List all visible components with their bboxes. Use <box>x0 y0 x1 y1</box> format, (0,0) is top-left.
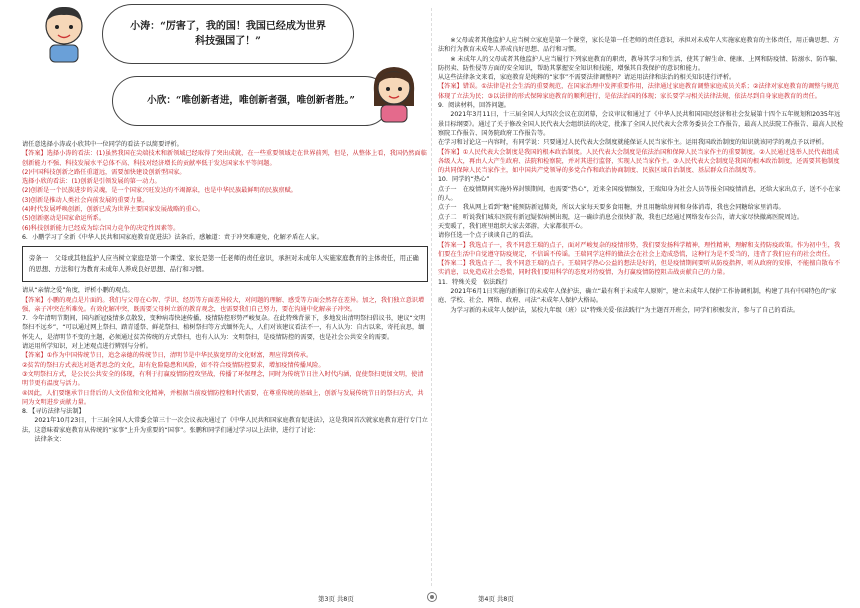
point-d: 天变暖了，我们班里组织大家去郊游，大家都很开心。 <box>438 222 587 230</box>
question-7-prompt: 请运用所学知识，对上述观点进行辨别与分析。 <box>22 343 152 351</box>
point-c: 点子二 听说我们城东医院有新冠疑似病例出现，这一确诊消息会很快扩散，我也已经通过网络发布公告，请大家尽快撤离医院周边。 <box>438 213 804 221</box>
answer-7: ②贫苦的祭扫方式表达对逝者思念的文化，却有危险隐患和风险，如不符合疫情防控要求，增加疫情传播风险。 <box>22 361 325 369</box>
answer-7: ④因此，人们要继承节日背后的人文价值和文化精神，并根据当前疫情防控和时代需要，在尊重传统的基础上，创新与发展传统节日的祭扫方式，共同为文明进步贡献力量。 <box>22 389 424 406</box>
answer-text: 【答案】错误。①法律是社会生活的重要规范，在国家治理中发挥重要作用，法律通过家庭教育调整家庭成员关系；②法律对家庭教育的调整与规范体现了立法为民；③以法律的形式保障家庭教育的顺利进行，是依法治国的体现；家长要学习相关法律法规，依法尽到自身家庭教育的责任。 <box>438 83 839 100</box>
question-10: 10．同学的“热心” <box>438 176 490 184</box>
speech-bubble-xiaoxin <box>112 76 390 126</box>
law-intro: ※父母或者其他监护人应当树立家庭是第一个课堂，家长是第一任老师的责任意识，承担对未成年人实施家庭教育的主体责任，用正确思想、方法和行为教育未成年人养成良好思想、品行和习惯。 <box>438 37 840 54</box>
law-article-box: 旁条一 父母或其他监护人应当树立家庭是第一个课堂、家长是第一任老师的责任意识，承担对未成年人实施家庭教育的主体责任，用正确的思想、方法和行为教育未成年人养成良好思想、品行和习惯。 <box>22 246 428 282</box>
question-6-prompt: 请从“亲情之爱”角度，评析小鹏的观点。 <box>22 287 134 295</box>
left-column <box>22 0 428 590</box>
question-7: 7．今年清明节期间，国内新冠疫情多点散发，变种病毒快速传播，疫情防控形势严峻复杂。在此特殊背景下，多地发出清明祭扫倡议书，建议“文明祭扫不远乡”，“可以通过网上祭扫、踏青遥祭、鲜花祭扫、植树祭扫等方式缅怀先人，人们对该建议看法不一，有人认为：自古以来，寄托哀思，缅怀先人，是清明节不变的主题，必须通过贫苦传统的方式祭扫，也有人认为：文明祭扫，是疫情防控的需要，也是社会公共安全的需要。 <box>22 315 426 341</box>
question-10-prompt: 请你任选一个点子谈谈自己的看法。 <box>438 232 537 240</box>
question-prompt: 从这些法律条文来看，家庭教育是纯粹的“家事”不需要法律调整吗？请运用法律和法治的相关知识进行评析。 <box>438 74 736 82</box>
bubble-line-2: 科技强国了！” <box>195 36 261 47</box>
question-prompt: 请任意选择小涛或小欣其中一位同学的看法予以简要评析。 <box>22 141 183 148</box>
question-6: 6．小鹏学习了全新《中华人民共和国家庭教育促进法》法条后，感触道：责于冲突难避免，化解矛盾在人家。 <box>22 233 323 241</box>
law-intro: ※ 未成年人的父母或者其他监护人应当履行下列家庭教育的职责，教导其学习和生活，使其了解生命、健康、上网和防疫情、防溺水、防诈骗、防拐卖、防性侵等方面的安全知识，帮助其掌握安全知识和技能，增强其自我保护的意识和能力。 <box>438 55 842 72</box>
question-11: 11．特殊关爱 依法践行 <box>438 278 508 286</box>
question-9-prompt: 在学习和讨论这一内容时，有同学说：只要通过人民代表大会制度就能保证人民当家作主。运用我国政治制度的知识就该同学的观点予以评析。 <box>438 139 828 147</box>
cartoon-illustration <box>22 0 428 140</box>
answer-7: 【答案】①作为中国传统节日，追念亲德的传统节日，清明节是中华民族宽厚的文化财富，理应得到传承。 <box>22 352 313 360</box>
answer-text: (5)创新驱动是国家命运所系。 <box>22 215 106 223</box>
answer-7: ③文明祭扫方式，是公民公共安全的体现，有利于打赢疫情防控攻坚战，传播了环保理念，同时为传统节日注入时代内涵，促使祭扫更加文明，使清明节更有温度与活力。 <box>22 370 424 388</box>
binding-mark-icon <box>427 592 437 602</box>
bubble-line-1: 小涛：“厉害了，我的国！我国已经成为世界 <box>130 21 326 32</box>
question-8-sub: 法律条文： <box>34 436 66 444</box>
answer-10b: 【答案二】我选点子二，我不同意王瑞的点子。王瑞同学热心公益的想法是好的，但是疫情期间要听从防疫指挥，听从政府的安排，不能擅自散布不实消息，以免造成社会恐慌，同时我们要用科学的态度对待疫情，为打赢疫情防控阻击战贡献自己的力量。 <box>438 260 841 277</box>
answer-text: (6)科技创新能力已经成为综合国力竞争的决定性因素等。 <box>22 224 180 232</box>
bubble-text: 小欣：“唯创新者进，唯创新者强，唯创新者胜。” <box>147 95 355 107</box>
question-9-text: 2021年3月11日，十三届全国人大四次会议在京闭幕，会议审议和通过了《中华人民共和国国民经济和社会发展第十四个五年规划和2035年远景目标纲要》。通过了关于修改全国人民代表大会组织法的决定，批准了全国人民代表大会常务委员会工作报告，最高人民法院工作报告、最高人民检察院工作报告、国务院政府工作报告等。 <box>438 111 844 137</box>
question-8-text: 2021年10月23日，十三届全国人大常委会第三十一次会议表决通过了《中华人民共和国家庭教育促进法》，这是我国首次就家庭教育进行专门立法，这意味着家庭教育从传统的“家事”上升为重要的“国事”。张鹏和同学们通过学习以上法律，进行了讨论： <box>22 417 428 434</box>
question-11-text: 2021年6月1日实施的新修订的未成年人保护法，确立“最有利于未成年人原则”，建立未成年人保护工作协调机制，构建了具有中国特色的“家庭、学校、社会、网络、政府、司法”未成年人保护大格局。 <box>438 288 837 305</box>
page-number-right: 第4页 共8页 <box>478 595 514 603</box>
answer-text: (2)创新是一个民族进步的灵魂，是一个国家兴旺发达的不竭源泉，也是中华民族最鲜明的民族禀赋。 <box>22 187 297 195</box>
right-column <box>438 36 844 592</box>
answer-text: 选择小欣的看法：(1)创新是引领发展的第一动力。 <box>22 178 161 186</box>
point-b: 点子一 我从网上看到“糖”能预防新冠肺炎，所以大家每天要多食用糖，并且用糖给房间和身体消毒，我也会同糖给家里消毒。 <box>438 204 785 212</box>
point-a: 点子一 在疫情期间实施外界封锁期间，也需要“热心”，近来全国疫情频发，王瑞知身为社会人员等报全国疫情消息，还给大家出点子，送不小在家的人。 <box>438 185 841 203</box>
answer-text: (3)创新是推动人类社会向前发展的重要力量。 <box>22 196 149 204</box>
question-11-text2: 为学习新的未成年人保护法，某校九年级（班）以“特殊关爱·依法践行”为主题召开班会，同学们积极发言，参与了自己的看法。 <box>450 306 800 314</box>
page-divider <box>431 8 432 586</box>
answer-6: 【答案】小鹏的观点是片面的。我们与父母在心智、学识、经历等方面差异较大，对问题的理解、感受等方面会然存在差异。加之，我们独立意识增强，亲子冲突在所难免。有效化解冲突，既需要父母树立新的教育观念，也需要我们自己努力，要在沟通中化解亲子冲突。 <box>22 296 425 313</box>
boy-avatar-icon <box>36 2 92 64</box>
speech-bubble-xiaotao <box>102 4 354 64</box>
question-9: 9．阅读材料，回答问题。 <box>438 102 510 110</box>
page-number-left: 第3页 共8页 <box>318 595 354 603</box>
answer-10a: 【答案一】我选点子一，我不同意王瑞的点子，面对严峻复杂的疫情形势，我们要发扬科学精神，理性精神，理解和支持防疫政策。作为初中生，我们要在生活中自觉遵守防疫规定，不信谣不传谣。王瑞同学这样的做法会在社会上造成恐慌，这种行为是不妥当的，违背了我们应有的社会责任。 <box>438 241 841 258</box>
answer-text: 【答案】选择小涛的看法：(1)虽然我国在尖端技术和新领域已经取得了突出成就，在一些重要领域走在世界前列，但是，从整体上看，我国仍然面临创新能力不强、科技发展水平总体不高、科技对经济增长的贡献率低于发达国家水平等问题。 <box>22 150 427 167</box>
girl-avatar-icon <box>366 62 422 124</box>
answer-text: (2)中国科技创新之路任重道远，需要加快建设创新型国家。 <box>22 168 186 176</box>
answer-9: 【答案】①人民代表大会制度是我国的根本政治制度。人民代表大会制度是依法治国和保障人民当家作主的重要制度。②人民通过选举人民代表组成各级人大，再由人大产生政府、法院和检察院，并对其进行监督，实现人民当家作主。③人民代表大会制度是我国的根本政治制度，还需要其他制度的共同保障人民当家作主，如中国共产党领导的多党合作和政治协商制度、民族区域自治制度、基层群众自治制度等。 <box>438 148 840 175</box>
question-8-title: 8．【寻访法律与法制】 <box>22 408 85 416</box>
answer-text: (4)时代发展呼唤创新，创新已成为世界主要国家发展战略的重心。 <box>22 206 205 214</box>
